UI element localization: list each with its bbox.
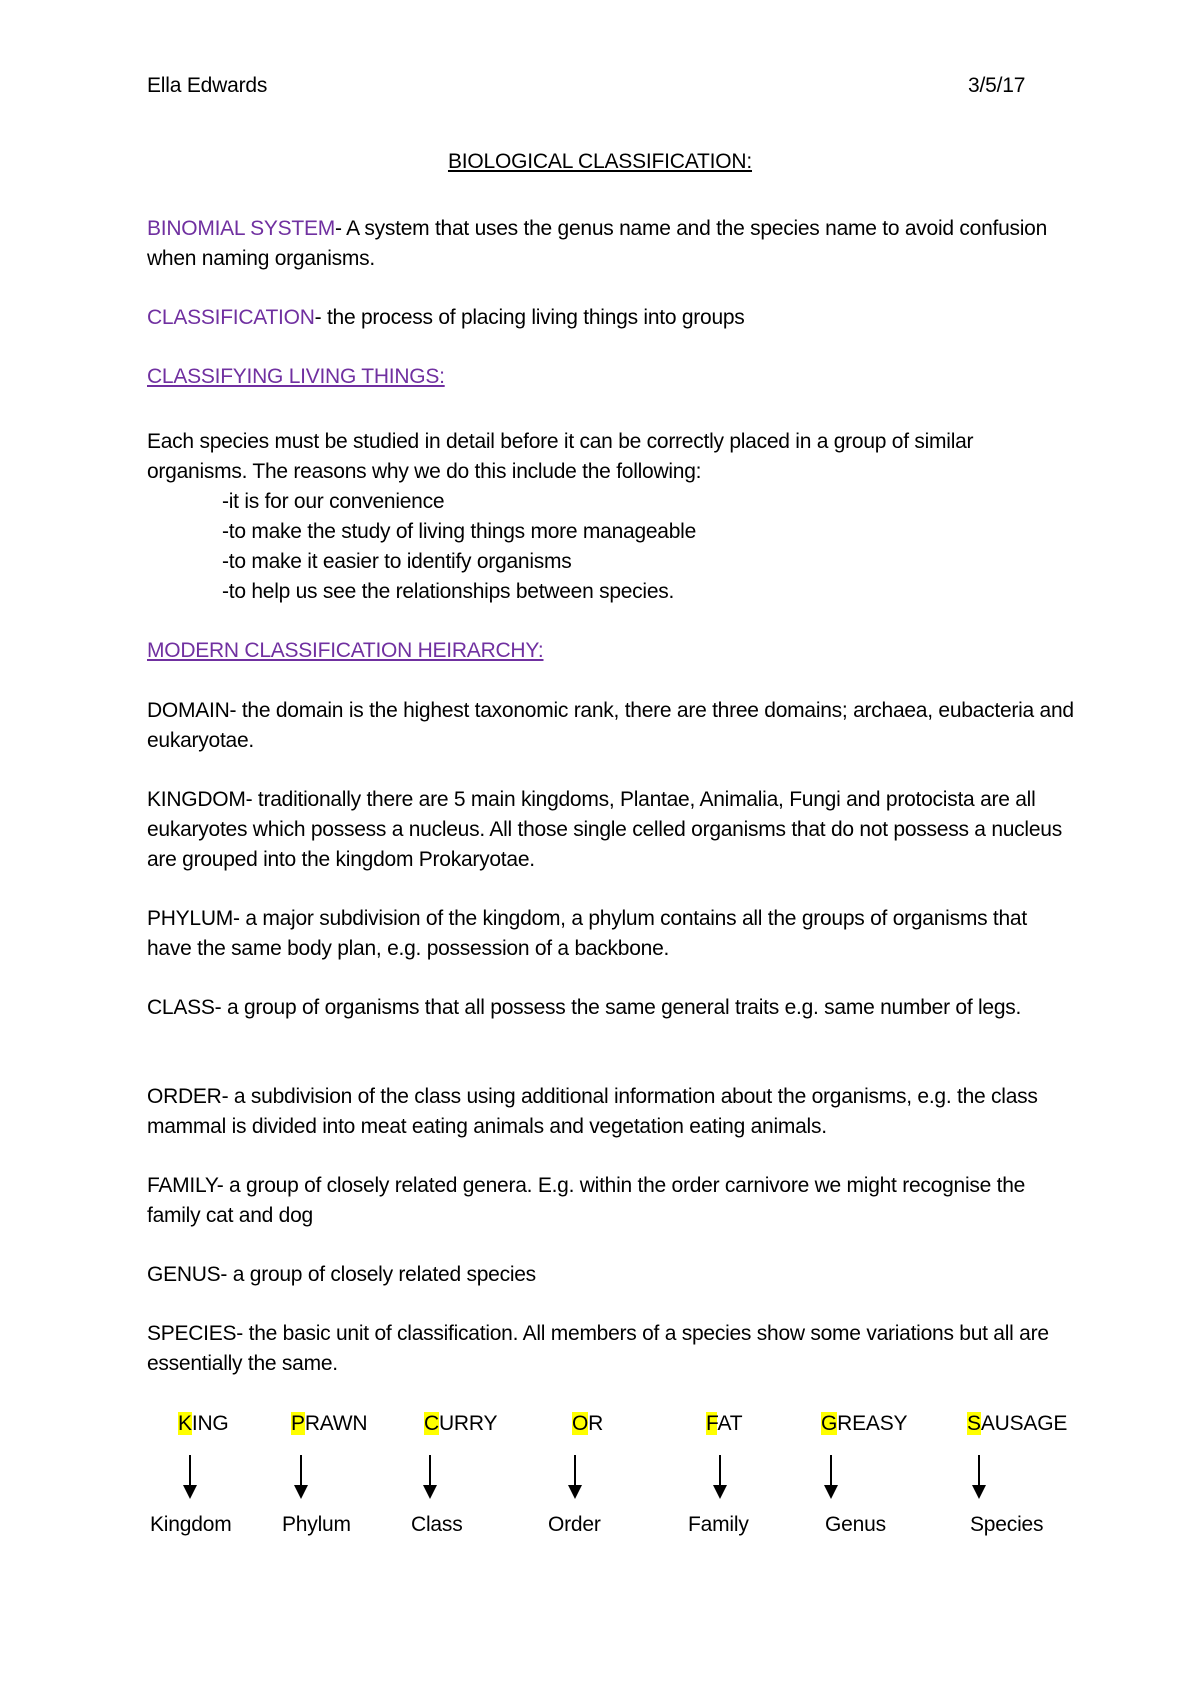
rank-class: CLASS- a group of organisms that all possess the same general traits e.g. same number of legs.: [147, 996, 1022, 1019]
arrow-down-icon: [969, 1455, 989, 1501]
document-date: 3/5/17: [968, 74, 1026, 97]
mnemonic-word-king: KING: [178, 1412, 229, 1435]
arrow-down-icon: [821, 1455, 841, 1501]
definition-term: CLASSIFICATION: [147, 306, 315, 329]
author-name: Ella Edwards: [147, 74, 268, 97]
mnemonic-word-fat: FAT: [706, 1412, 743, 1435]
section-heading-classifying: CLASSIFYING LIVING THINGS:: [147, 365, 445, 388]
rank-label-kingdom: Kingdom: [150, 1513, 232, 1536]
rank-label-phylum: Phylum: [282, 1513, 351, 1536]
rank-order: ORDER- a subdivision of the class using additional information about the organisms, e.g. the class mammal is divided into meat eating animals and vegetation eating animals.: [147, 1085, 1038, 1138]
rank-phylum: PHYLUM- a major subdivision of the kingdom, a phylum contains all the groups of organisms that have the same body plan, e.g. possession of a backbone.: [147, 907, 1027, 960]
list-item: -to help us see the relationships between species.: [222, 580, 675, 603]
arrow-down-icon: [710, 1455, 730, 1501]
definition-binomial: [147, 214, 1077, 274]
rank-species: SPECIES- the basic unit of classification. All members of a species show some variations but all are essentially the same.: [147, 1322, 1049, 1375]
rank-label-class: Class: [411, 1513, 463, 1536]
mnemonic-word-prawn: PRAWN: [291, 1412, 368, 1435]
definition-term: BINOMIAL SYSTEM: [147, 217, 336, 240]
mnemonic-word-greasy: GREASY: [821, 1412, 908, 1435]
definition-text: - the process of placing living things into groups: [314, 306, 745, 329]
rank-genus: GENUS- a group of closely related species: [147, 1263, 536, 1286]
section-heading-hierarchy: MODERN CLASSIFICATION HEIRARCHY:: [147, 639, 544, 662]
arrow-down-icon: [420, 1455, 440, 1501]
rank-family: FAMILY- a group of closely related genera. E.g. within the order carnivore we might recognise the family cat and dog: [147, 1174, 1026, 1227]
page-title: BIOLOGICAL CLASSIFICATION:: [447, 150, 753, 173]
list-item: -to make it easier to identify organisms: [222, 550, 572, 573]
rank-label-species: Species: [970, 1513, 1044, 1536]
rank-label-order: Order: [548, 1513, 601, 1536]
arrow-down-icon: [291, 1455, 311, 1501]
arrow-down-icon: [565, 1455, 585, 1501]
rank-domain: DOMAIN- the domain is the highest taxonomic rank, there are three domains; archaea, eubacteria and eukaryotae.: [147, 699, 1074, 752]
definition-text: - A system that uses the genus name and the species name to avoid confusion when naming organisms.: [147, 217, 1048, 270]
rank-label-genus: Genus: [825, 1513, 886, 1536]
section-intro: Each species must be studied in detail before it can be correctly placed in a group of similar organisms. The reasons why we do this include the following:: [147, 430, 974, 483]
arrow-down-icon: [180, 1455, 200, 1501]
mnemonic-word-sausage: SAUSAGE: [967, 1412, 1068, 1435]
mnemonic-word-or: OR: [572, 1412, 604, 1435]
reasons-list: [222, 487, 696, 607]
list-item: -to make the study of living things more manageable: [222, 520, 697, 543]
rank-label-family: Family: [688, 1513, 749, 1536]
definition-classification: [147, 303, 1077, 333]
list-item: -it is for our convenience: [222, 490, 445, 513]
mnemonic-word-curry: CURRY: [424, 1412, 498, 1435]
rank-kingdom: KINGDOM- traditionally there are 5 main kingdoms, Plantae, Animalia, Fungi and protocista are all eukaryotes which possess a nucleus. All those single celled organisms that do not possess a nucleus are grouped into the kingdom Prokaryotae.: [147, 788, 1062, 871]
